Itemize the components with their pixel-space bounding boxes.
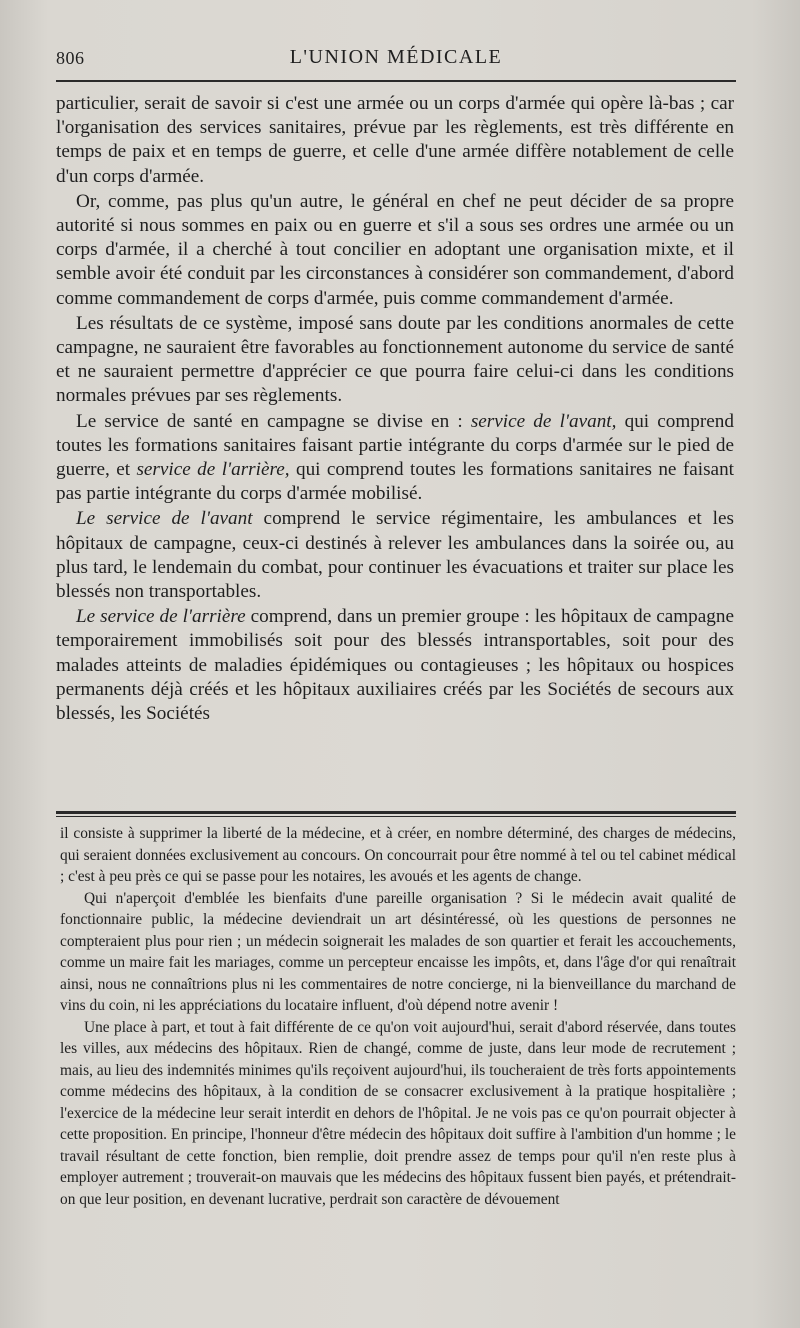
main-text xyxy=(56,92,734,726)
p4-term-avant: service de l'avant, xyxy=(470,410,617,432)
p6-term: Le service de l'arrière xyxy=(76,606,246,628)
page-header xyxy=(56,44,736,74)
running-title: L'UNION MÉDICALE xyxy=(289,46,503,68)
note-paragraph-1: il consiste à supprimer la liberté de la médecine, et à créer, en nombre déterminé, des charges de médecins, qui seraient données exclusivement au concours. On concourrait pour être nommé à tel ou tel cabinet médical ; c'est à peu près ce qui se passe pour les notaires, les avoués et les agents de change. xyxy=(60,825,736,885)
paragraph-4 xyxy=(56,410,734,507)
footnote-rule xyxy=(56,811,736,817)
paragraph-3: Les résultats de ce système, imposé sans doute par les conditions anormales de cette campagne, ne sauraient être favorables au fonctionnement autonome du service de santé et ne sauraient permettre d'apprécier ce que pourra faire celui-ci dans les conditions normales prévues par ses règlements. xyxy=(56,312,734,407)
paragraph-6 xyxy=(56,605,734,726)
paragraph-1: particulier, serait de savoir si c'est une armée ou un corps d'armée qui opère là-bas ; car l'organisation des services sanitaires, prévue par les règlements, est très différente en temps de paix et en temps de guerre, et celle d'une armée diffère notablement de celle d'un corps d'armée. xyxy=(56,93,734,187)
footnote-text xyxy=(60,823,736,1210)
note-paragraph-3: Une place à part, et tout à fait différente de ce qu'on voit aujourd'hui, serait d'abord réservée, dans toutes les villes, aux médecins des hôpitaux. Rien de changé, comme de juste, dans leur mode de recrutement ; mais, au lieu des indemnités minimes qu'ils reçoivent aujourd'hui, ils toucheraient de très forts appointements comme médecins des hôpitaux, à la condition de se consacrer exclusivement à la pratique hospitalière ; l'exercice de la médecine leur serait interdit en dehors de l'hôpital. Je ne vois pas ce qu'on pourrait objecter à cette proposition. En principe, l'honneur d'être médecin des hôpitaux doit suffire à l'ambition d'un homme ; le travail résultant de cette fonction, bien remplie, doit prendre assez de temps pour qu'il n'en reste plus à employer autrement ; trouverait-on mauvais que les médecins des hôpitaux fussent bien payés, et prétendrait-on que leur position, en devenant lucrative, perdrait son caractère de dévouement xyxy=(60,1018,736,1208)
p6-text: comprend, dans un premier groupe : les hôpitaux de campagne temporairement immobilisés soit pour des blessés intransportables, soit pour des malades atteints de maladies épidémiques ou contagieuses ; les hôpitaux ou hospices permanents déjà créés et les hôpitaux auxiliaires créés par les Sociétés de secours aux blessés, les Sociétés xyxy=(56,606,734,725)
p4-text-1: Le service de santé en campagne se divise en : xyxy=(76,410,471,432)
page-number: 806 xyxy=(56,48,85,68)
p5-term: Le service de l'avant xyxy=(76,508,253,530)
p4-text-3: qui comprend toutes les formations sanitaires ne faisant pas partie intégrante du corps d'armée mobilisé. xyxy=(56,459,734,505)
paragraph-2: Or, comme, pas plus qu'un autre, le général en chef ne peut décider de sa propre autorité si nous sommes en paix ou en guerre et s'il a sous ses ordres une armée ou un corps d'armée, il a cherché à tout concilier en adoptant une organisation mixte, et il semble avoir été conduit par les circonstances à considérer son commandement, d'abord comme commandement de corps d'armée, puis comme commandement d'armée. xyxy=(56,190,734,309)
p4-term-arriere: service de l'arrière, xyxy=(136,459,290,481)
p4-text-2: qui comprend toutes les formations sanitaires faisant partie intégrante du corps d'armée sur le pied de guerre, et xyxy=(56,410,734,481)
note-paragraph-2: Qui n'aperçoit d'emblée les bienfaits d'une pareille organisation ? Si le médecin avait qualité de fonctionnaire public, la médecine deviendrait un art désintéressé, où les questions de personnes ne compteraient plus pour rien ; un médecin soignerait les malades de son quartier et ferait les accouchements, comme un maire fait les mariages, comme un percepteur encaisse les impôts, et, dans l'âge d'or qui renaîtrait ainsi, nous ne connaîtrions plus ni les commentaires de notre concierge, ni la bienveillance du marchand de vins du coin, ni les appréciations du locataire influent, d'où dépend notre avenir ! xyxy=(60,889,736,1014)
paragraph-5 xyxy=(56,507,734,604)
header-rule xyxy=(56,80,736,82)
p5-text: comprend le service régimentaire, les ambulances et les hôpitaux de campagne, ceux-ci destinés à relever les ambulances dans la soirée ou, au plus tard, le lendemain du combat, pour continuer les évacuations et traiter sur place les blessés non transportables. xyxy=(56,508,734,603)
